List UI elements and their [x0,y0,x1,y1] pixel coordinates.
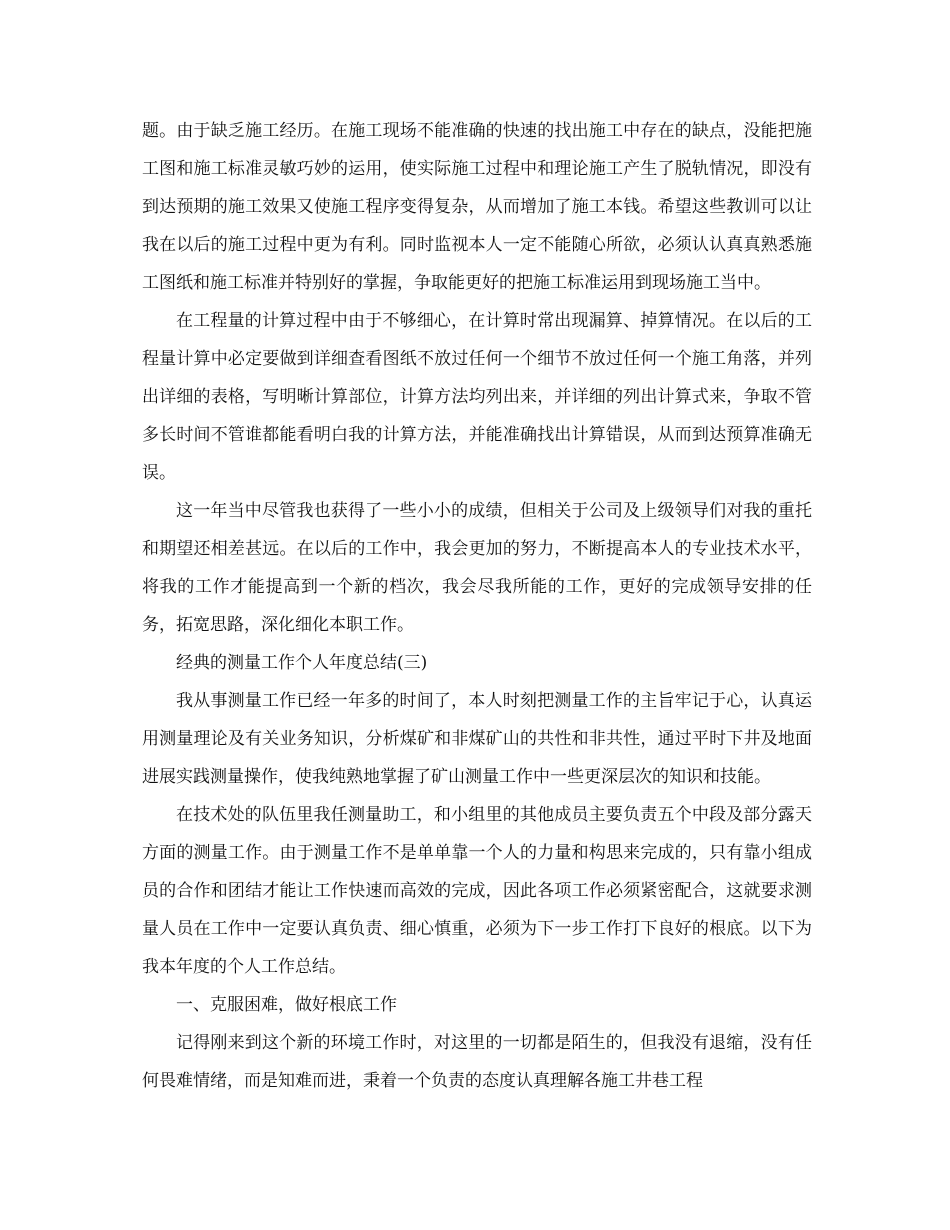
paragraph-beginning: 记得刚来到这个新的环境工作时，对这里的一切都是陌生的，但我没有退缩，没有任何畏难情绪，而是知难而进，秉着一个负责的态度认真理解各施工井巷工程 [142,1033,812,1091]
paragraph-achievements: 这一年当中尽管我也获得了一些小小的成绩，但相关于公司及上级领导们对我的重托和期望还相差甚远。在以后的工作中，我会更加的努力，不断提高本人的专业技术水平，将我的工作才能提高到一个新的档次，我会尽我所能的工作，更好的完成领导安排的任务，拓宽思路，深化细化本职工作。 [142,501,812,635]
paragraph-team: 在技术处的队伍里我任测量助工，和小组里的其他成员主要负责五个中段及部分露天方面的测量工作。由于测量工作不是单单靠一个人的力量和构思来完成的，只有靠小组成员的合作和团结才能让工作快速而高效的完成，因此各项工作必须紧密配合，这就要求测量人员在工作中一定要认真负责、细心慎重，必须为下一步工作打下良好的根底。以下为我本年度的个人工作总结。 [142,805,812,977]
paragraph-calculation: 在工程量的计算过程中由于不够细心，在计算时常出现漏算、掉算情况。在以后的工程量计算中必定要做到详细查看图纸不放过任何一个细节不放过任何一个施工角落，并列出详细的表格，写明晰计算部位，计算方法均列出来，并详细的列出计算式来，争取不管多长时间不管谁都能看明白我的计算方法，并能准确找出计算错误，从而到达预算准确无误。 [142,311,812,483]
paragraph-continued: 题。由于缺乏施工经历。在施工现场不能准确的快速的找出施工中存在的缺点，没能把施工图和施工标准灵敏巧妙的运用，使实际施工过程中和理论施工产生了脱轨情况，即没有到达预期的施工效果又使施工程序变得复杂，从而增加了施工本钱。希望这些教训可以让我在以后的施工过程中更为有利。同时监视本人一定不能随心所欲，必须认认真真熟悉施工图纸和施工标准并特别好的掌握，争取能更好的把施工标准运用到现场施工当中。 [142,121,812,293]
paragraph-intro: 我从事测量工作已经一年多的时间了，本人时刻把测量工作的主旨牢记于心，认真运用测量理论及有关业务知识，分析煤矿和非煤矿山的共性和非共性，通过平时下井及地面进展实践测量操作，使我纯熟地掌握了矿山测量工作中一些更深层次的知识和技能。 [142,691,812,787]
document-body [142,112,812,1100]
subsection-title: 一、克服困难，做好根底工作 [176,995,397,1015]
section-title: 经典的测量工作个人年度总结(三) [176,653,428,673]
